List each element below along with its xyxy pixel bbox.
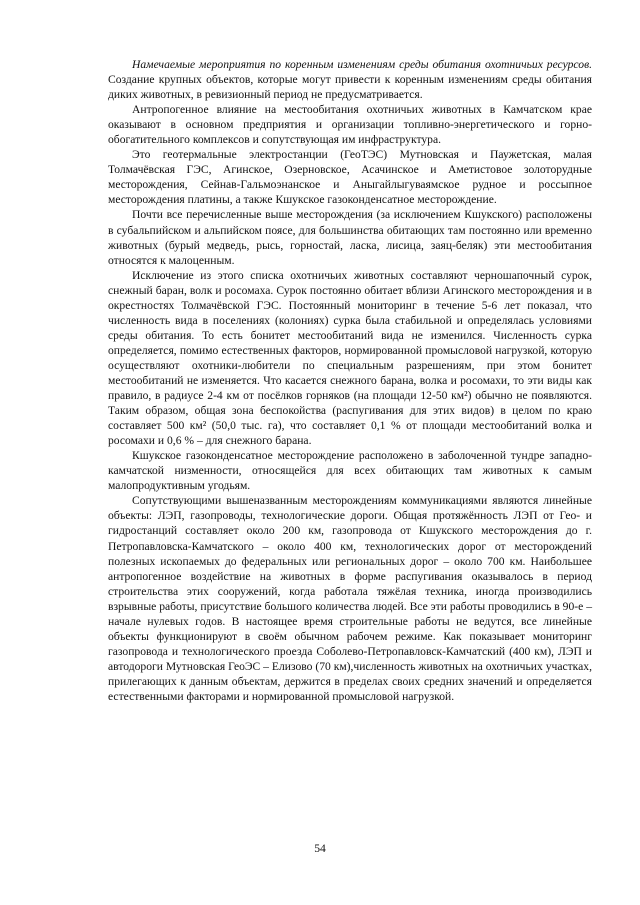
- paragraph-3: Это геотермальные электростанции (ГеоТЭС) Мутновская и Паужетская, малая Толмачёвская ГЭС, Агинское, Озерновское, Асачинское и Аметистовое золоторудные месторождения, Сейнав-Гальмоэнанское и Аныгайлыгуваямское рудное и россыпное месторождения платины, а также Кшукское газоконденсатное месторождение.: [108, 148, 592, 207]
- paragraph-lead: Намечаемые мероприятия по коренным изменениям среды обитания охотничьих ресурсов.: [132, 58, 592, 71]
- body-text: [108, 57, 592, 704]
- paragraph-4: Почти все перечисленные выше месторождения (за исключением Кшукского) расположены в субальпийском и альпийском поясе, для большинства обитающих там постоянно или временно животных (бурый медведь, рысь, горностай, ласка, лисица, заяц-беляк) эти местообитания относятся к малоценным.: [108, 208, 592, 267]
- paragraph-5: Исключение из этого списка охотничьих животных составляют черношапочный сурок, снежный баран, волк и росомаха. Сурок постоянно обитает вблизи Агинского месторождения и в окрестностях Толмачёвской ГЭС. Постоянный мониторинг в течение 5-6 лет показал, что численность вида в поселениях (колониях) сурка была стабильной и определялась условиями среды обитания. То есть бонитет местообитаний вида не изменился. Численность сурка определяется, помимо естественных факторов, нормированной промысловой нагрузкой, которую осуществляют охотники-любители по специальным разрешениям, при этом бонитет местообитаний не изменяется. Что касается снежного барана, волка и росомахи, то эти виды как правило, в радиусе 2-4 км от посёлков горняков (на площади 12-50 км²) обычно не появляются. Таким образом, общая зона беспокойства (распугивания для этих видов) в целом по краю составляет 500 км² (50,0 тыс. га), что составляет 0,1 % от площади местообитаний волка и росомахи и 0,6 % – для снежного барана.: [108, 268, 592, 448]
- paragraph-text: Создание крупных объектов, которые могут привести к коренным изменениям среды обитания диких животных, в ревизионный период не предусматривается.: [108, 73, 592, 102]
- paragraph-6: Кшукское газоконденсатное месторождение расположено в заболоченной тундре западно-камчатской низменности, относящейся для всех обитающих там животных к самым малопродуктивным угодьям.: [108, 449, 592, 493]
- paragraph-1: [108, 57, 592, 102]
- paragraph-7: Сопутствующими вышеназванным месторождениям коммуникациями являются линейные объекты: ЛЭП, газопроводы, технологические дороги. Общая протяжённость ЛЭП от Гео- и гидростанций составляет около 200 км, газопровода от Кшукского месторождения до г. Петропавловска-Камчатского – около 400 км, технологических дорог от месторождений полезных ископаемых до федеральных или региональных дорог – около 700 км. Наибольшее антропогенное воздействие на животных в форме распугивания оказывалось в период строительства этих сооружений, когда работала тяжёлая техника, иногда производились взрывные работы, присутствие большого количества людей. Все эти работы проводились в 90-е – начале нулевых годов. В настоящее время строительные работы не ведутся, все линейные объекты функционируют в своём обычном рабочем режиме. Как показывает мониторинг газопровода и технологического проезда Соболево-Петропавловск-Камчатский (400 км), ЛЭП и автодороги Мутновская ГеоЭС – Елизово (70 км),численность животных на охотничьих участках, прилегающих к данным объектам, держится в пределах своих средних значений и определяется естественными факторами и нормированной промысловой нагрузкой.: [108, 494, 592, 703]
- paragraph-2: Антропогенное влияние на местообитания охотничьих животных в Камчатском крае оказывают в основном предприятия и организации топливно-энергетического и горно-обогатительного комплексов и сопутствующая им инфраструктура.: [108, 103, 592, 147]
- page-number: 54: [314, 842, 326, 855]
